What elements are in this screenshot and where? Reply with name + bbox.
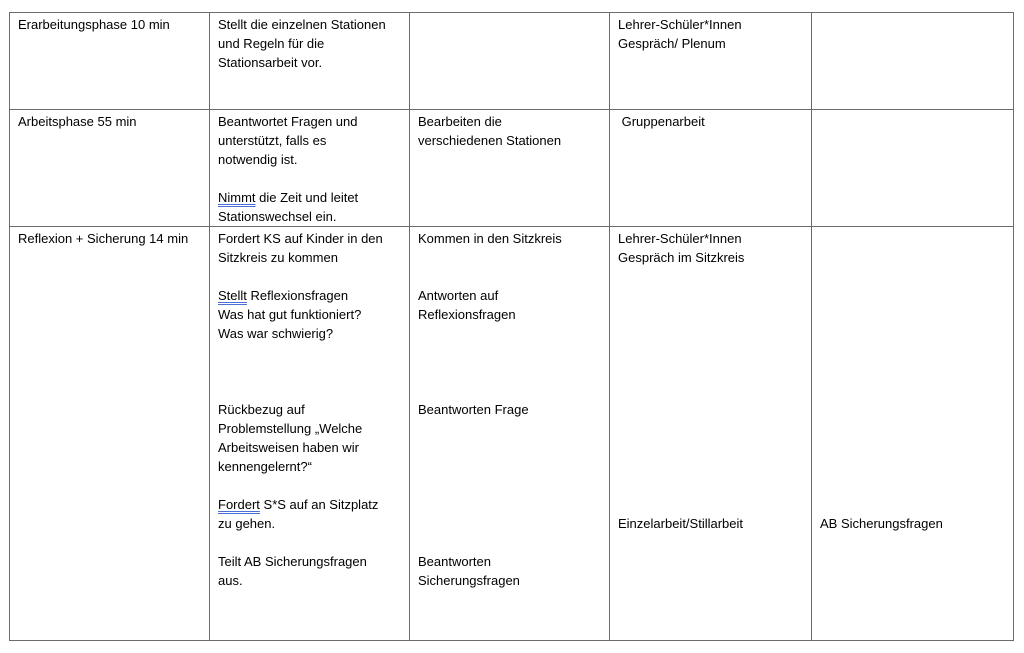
text-line (820, 362, 1006, 381)
text-line (618, 495, 804, 514)
table-row (10, 110, 1014, 227)
text-line: Lehrer-Schüler*Innen (618, 231, 742, 246)
text-line: Beantworten Frage (418, 402, 529, 417)
text-line (418, 438, 602, 457)
media-cell (812, 13, 1014, 110)
text-line (820, 476, 1006, 495)
text-line (418, 267, 602, 286)
text-line: aus. (218, 573, 243, 588)
text-line (618, 476, 804, 495)
text-line (418, 343, 602, 362)
text-line: Bearbeiten die (418, 114, 502, 129)
text-line: Teilt AB Sicherungsfragen (218, 554, 367, 569)
text-line (218, 267, 402, 286)
text-line (418, 324, 602, 343)
text-line: Fordert KS auf Kinder in den (218, 231, 383, 246)
text-line (618, 324, 804, 343)
student-activity-cell (410, 110, 610, 227)
text-line: zu gehen. (218, 516, 276, 531)
text-line: Einzelarbeit/Stillarbeit (618, 516, 744, 531)
text-line: Was hat gut funktioniert? (218, 307, 362, 322)
text-line (820, 381, 1006, 400)
text-line (418, 476, 602, 495)
text-line: Sitzkreis zu kommen (218, 250, 338, 265)
text-line: Gruppenarbeit (618, 114, 705, 129)
text-line: Beantworten (418, 554, 491, 569)
text-line: Gespräch/ Plenum (618, 36, 726, 51)
teacher-activity-cell (210, 227, 410, 641)
spellcheck-word: Stellt (218, 288, 247, 303)
lesson-plan-table (9, 12, 1014, 641)
text-line (218, 286, 402, 305)
phase-label: Arbeitsphase 55 min (18, 114, 137, 129)
text-line: Sicherungsfragen (418, 573, 520, 588)
media-cell (812, 110, 1014, 227)
phase-cell (10, 110, 210, 227)
text-line (618, 267, 804, 286)
text-line (618, 362, 804, 381)
spellcheck-word: Fordert (218, 497, 260, 512)
phase-label: Erarbeitungsphase 10 min (18, 17, 170, 32)
teacher-activity-cell (210, 13, 410, 110)
text-line (820, 267, 1006, 286)
text-line (418, 533, 602, 552)
text-line: Lehrer-Schüler*Innen (618, 17, 742, 32)
text-line: verschiedenen Stationen (418, 133, 562, 148)
text-line (820, 229, 1006, 248)
text-line (418, 381, 602, 400)
text-line: Rückbezug auf (218, 402, 305, 417)
text-line (418, 457, 602, 476)
text-line (218, 476, 402, 495)
text-line (820, 324, 1006, 343)
spellcheck-word: Nimmt (218, 190, 256, 205)
text-line (418, 248, 602, 267)
social-form-cell (610, 110, 812, 227)
text-line (618, 400, 804, 419)
text-line (418, 362, 602, 381)
text-line (218, 169, 402, 188)
text-line: unterstützt, falls es (218, 133, 327, 148)
text-line: Reflexionsfragen (418, 307, 516, 322)
social-form-cell (610, 227, 812, 641)
table-row (10, 227, 1014, 641)
text-line (418, 419, 602, 438)
text-line: Problemstellung „Welche (218, 421, 363, 436)
text-line (618, 419, 804, 438)
teacher-activity-cell (210, 110, 410, 227)
text-line (218, 343, 402, 362)
text-line: Arbeitsweisen haben wir (218, 440, 359, 455)
text-line: notwendig ist. (218, 152, 298, 167)
text-line (820, 457, 1006, 476)
text-line: und Regeln für die (218, 36, 325, 51)
text-line (218, 495, 402, 514)
text-line: AB Sicherungsfragen (820, 516, 943, 531)
student-activity-cell (410, 13, 610, 110)
phase-label: Reflexion + Sicherung 14 min (18, 231, 189, 246)
text-line: Was war schwierig? (218, 326, 334, 341)
text-line (618, 381, 804, 400)
text-line (218, 381, 402, 400)
text-line (820, 495, 1006, 514)
text-line: Stellt die einzelnen Stationen (218, 17, 386, 32)
social-form-cell (610, 13, 812, 110)
text-line (618, 286, 804, 305)
text-fragment: S*S auf an Sitzplatz (259, 497, 379, 512)
text-line: Gespräch im Sitzkreis (618, 250, 745, 265)
text-line (820, 419, 1006, 438)
text-line: Antworten auf (418, 288, 499, 303)
phase-cell (10, 13, 210, 110)
media-cell (812, 227, 1014, 641)
text-line (218, 533, 402, 552)
text-line (820, 305, 1006, 324)
text-line: Beantwortet Fragen und (218, 114, 358, 129)
text-line: Kommen in den Sitzkreis (418, 231, 562, 246)
text-line (418, 514, 602, 533)
text-line (618, 305, 804, 324)
text-fragment: die Zeit und leitet (255, 190, 359, 205)
text-line (820, 438, 1006, 457)
text-line (820, 343, 1006, 362)
text-line: kennengelernt?“ (218, 459, 312, 474)
text-line (618, 457, 804, 476)
text-fragment: Reflexionsfragen (246, 288, 349, 303)
table-row (10, 13, 1014, 110)
text-line (618, 343, 804, 362)
text-line (418, 495, 602, 514)
text-line (820, 400, 1006, 419)
student-activity-cell (410, 227, 610, 641)
text-line (820, 286, 1006, 305)
text-line (618, 438, 804, 457)
text-line: Stationswechsel ein. (218, 209, 337, 224)
text-line (820, 248, 1006, 267)
text-line (218, 362, 402, 381)
text-line (218, 188, 402, 207)
phase-cell (10, 227, 210, 641)
text-line: Stationsarbeit vor. (218, 55, 323, 70)
